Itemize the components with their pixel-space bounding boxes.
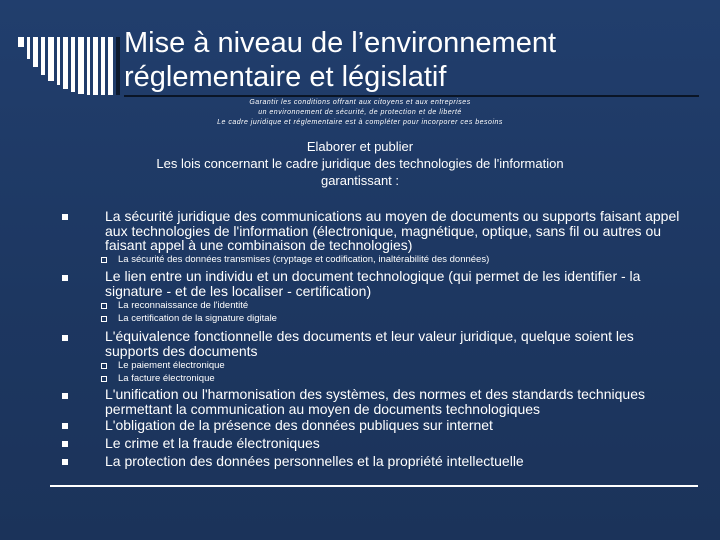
bullet-hollow-square-icon: [101, 257, 107, 263]
decor-bar: [27, 37, 30, 59]
bullet-square-icon: [62, 275, 68, 281]
decor-bar: [108, 37, 113, 95]
decor-bar: [57, 37, 60, 85]
slide-title: [124, 26, 704, 94]
item-text: L'obligation de la présence des données publiques sur internet: [105, 417, 493, 433]
bullet-square-icon: [62, 335, 68, 341]
bottom-divider: [50, 485, 698, 487]
item-text: L'équivalence fonctionnelle des documents et leur valeur juridique, quelque soient les supports des documents: [105, 328, 634, 359]
decor-bar: [87, 37, 90, 95]
item-text: La protection des données personnelles et la propriété intellectuelle: [105, 453, 524, 469]
decor-bar: [116, 37, 120, 95]
decor-bar: [78, 37, 84, 94]
bullet-square-icon: [62, 214, 68, 220]
item-text: L'unification ou l'harmonisation des systèmes, des normes et des standards techniques permettant la communication au moyen de documents technologiques: [105, 386, 645, 417]
decor-bar: [71, 37, 75, 92]
intro-text: [110, 138, 610, 189]
subtitle-line: Le cadre juridique et réglementaire est à compléter pour incorporer ces besoins: [217, 119, 503, 126]
bullet-hollow-square-icon: [101, 303, 107, 309]
subtitle-line: un environnement de sécurité, de protection et de liberté: [258, 109, 462, 116]
intro-line: Elaborer et publier: [306, 139, 414, 154]
intro-line: Les lois concernant le cadre juridique des technologies de l'information: [156, 156, 564, 171]
bullet-square-icon: [62, 441, 68, 447]
decor-bar: [63, 37, 68, 89]
sub-item-text: Le paiement électronique: [118, 360, 225, 371]
sub-item-text: La sécurité des données transmises (cryptage et codification, inaltérabilité des données): [118, 254, 490, 265]
intro-line: garantissant :: [320, 173, 400, 188]
bullet-hollow-square-icon: [101, 316, 107, 322]
item-text: Le crime et la fraude électroniques: [105, 435, 320, 451]
decor-bar: [101, 37, 105, 95]
decor-bar: [93, 37, 98, 95]
bullet-square-icon: [62, 459, 68, 465]
bullet-hollow-square-icon: [101, 376, 107, 382]
bullet-square-icon: [62, 393, 68, 399]
title-line: réglementaire et législatif: [124, 61, 447, 93]
decor-bar: [33, 37, 38, 67]
decor-bar: [48, 37, 54, 81]
sub-item-text: La reconnaissance de l'identité: [118, 300, 249, 311]
sub-item-text: La facture électronique: [118, 373, 215, 384]
subtitle: [150, 98, 570, 128]
bullet-hollow-square-icon: [101, 363, 107, 369]
item-text: Le lien entre un individu et un document technologique (qui permet de les identifier - la signature - et de les localiser - certification): [105, 268, 641, 299]
item-text: La sécurité juridique des communications au moyen de documents ou supports faisant appel aux technologies de l'information (électronique, magnétique, optique, sans fil ou autres ou faisant appel à une combinaison de technologies): [105, 208, 680, 253]
title-line: Mise à niveau de l’environnement: [124, 27, 557, 59]
decorative-bars: [18, 37, 128, 99]
decor-bar: [18, 37, 24, 47]
sub-item-text: La certification de la signature digitale: [118, 313, 277, 324]
bullet-square-icon: [62, 423, 68, 429]
title-underline: [124, 95, 699, 97]
subtitle-line: Garantir les conditions offrant aux citoyens et aux entreprises: [249, 99, 471, 106]
decor-bar: [41, 37, 45, 75]
